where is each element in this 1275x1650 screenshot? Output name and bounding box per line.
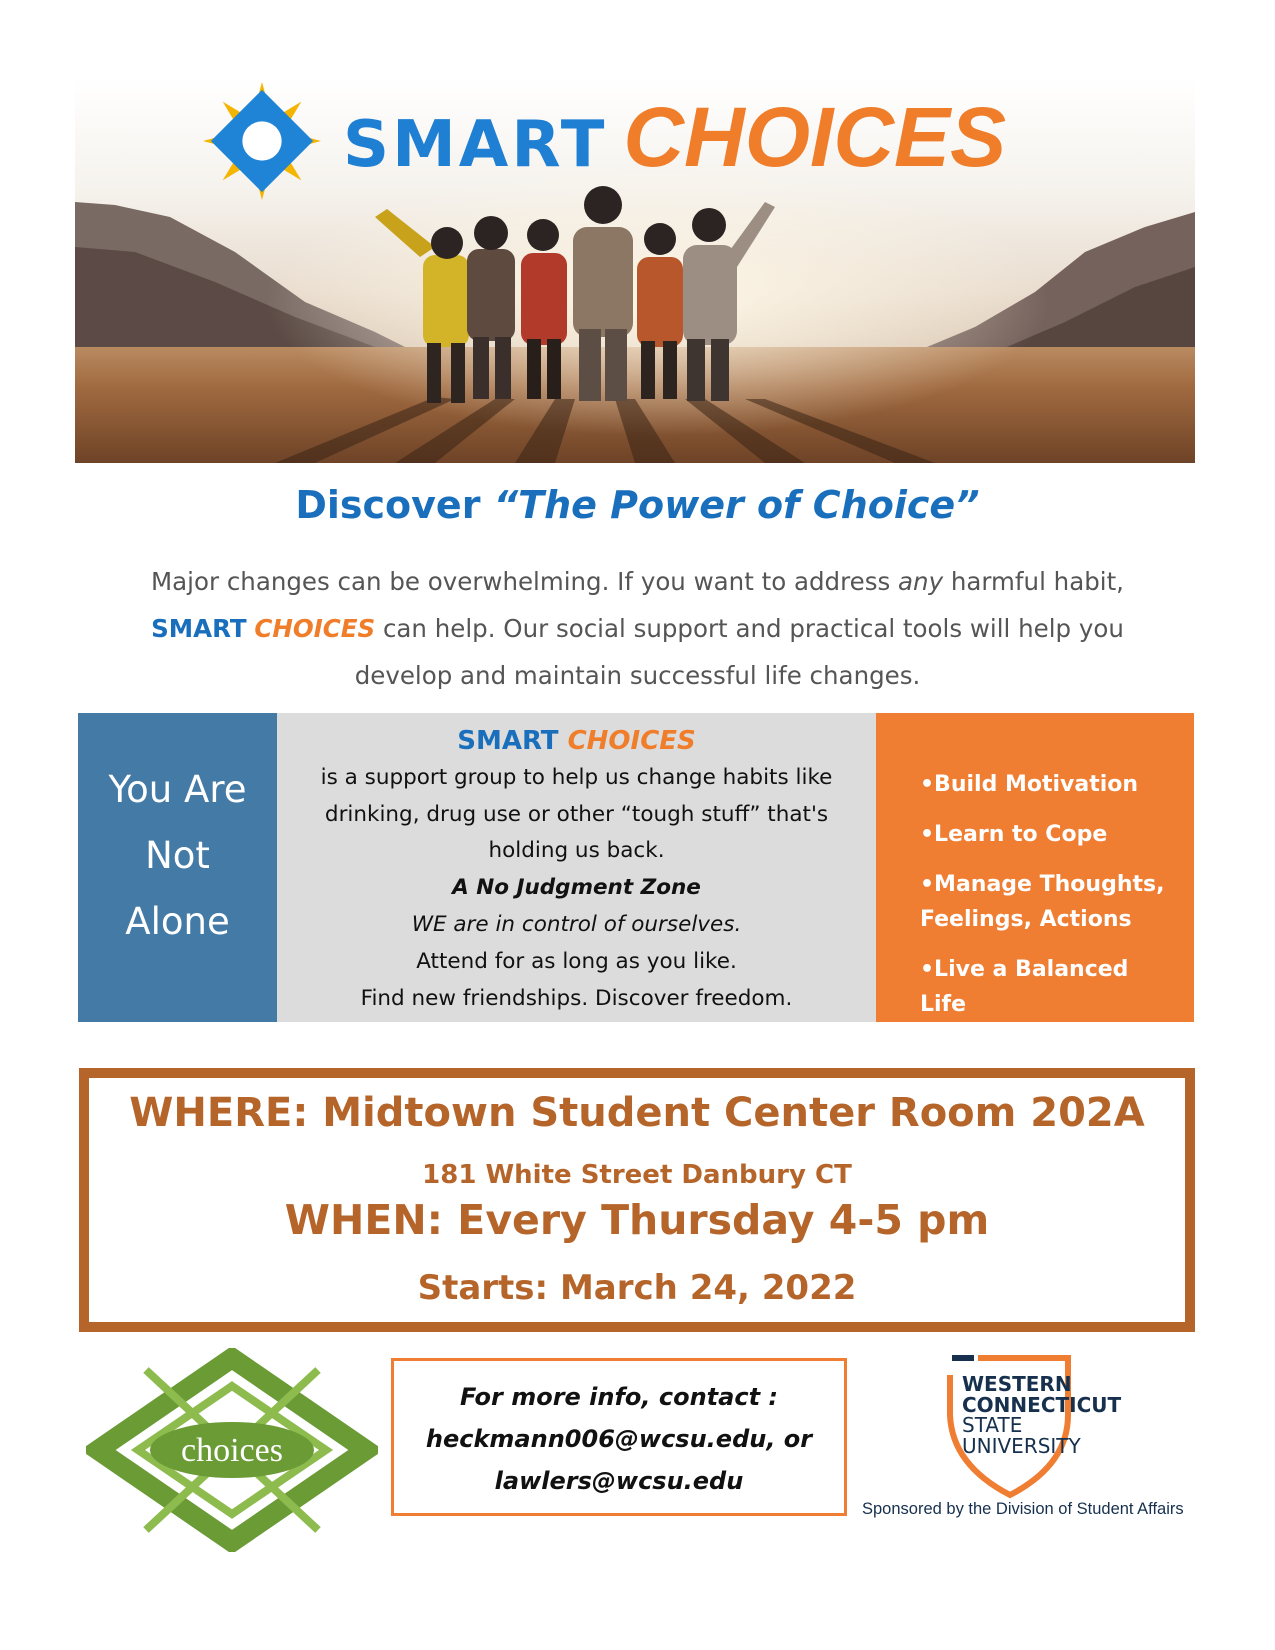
event-start-date: Starts: March 24, 2022 (417, 1268, 857, 1308)
benefit-item: •Build Motivation (920, 772, 1139, 797)
smart-choices-wordmark (343, 89, 1006, 186)
description-line: WE are in control of ourselves. (411, 911, 742, 937)
benefit-item: •Live a Balanced Life (920, 957, 1129, 1017)
benefit-item: •Manage Thoughts, Feelings, Actions (920, 872, 1165, 932)
description-line: Find new friendships. Discover freedom. (360, 985, 793, 1011)
no-judgment-zone: A No Judgment Zone (452, 875, 701, 901)
description-line: Attend for as long as you like. (416, 948, 737, 974)
headline-quote: “The Power of Choice” (493, 483, 980, 527)
intro-paragraph (110, 558, 1165, 699)
wcsu-line: STATE (962, 1413, 1023, 1437)
intro-line-1 (110, 558, 1165, 605)
brand-choices: CHOICES (623, 90, 1007, 184)
sponsor-line: Sponsored by the Division of Student Affairs (862, 1500, 1184, 1518)
benefits-panel (876, 713, 1194, 1022)
wcsu-wordmark (962, 1374, 1121, 1456)
brand-smart: SMART (343, 108, 608, 182)
hero-banner (75, 77, 1195, 463)
description-choices: CHOICES (567, 726, 696, 756)
description-line: is a support group to help us change habits like (320, 764, 833, 790)
contact-box (391, 1358, 847, 1516)
contact-email-2[interactable]: lawlers@wcsu.edu (494, 1467, 744, 1495)
description-panel (277, 713, 876, 1022)
description-line: holding us back. (488, 838, 665, 864)
choices-logo (86, 1348, 378, 1552)
event-where: WHERE: Midtown Student Center Room 202A (129, 1090, 1145, 1136)
intro-line-3: develop and maintain successful life changes. (354, 661, 921, 690)
contact-label: For more info, contact : (459, 1383, 778, 1411)
intro-text: Major changes can be overwhelming. If you want to address (151, 567, 899, 596)
event-when: WHEN: Every Thursday 4-5 pm (284, 1196, 990, 1244)
not-alone-line: Alone (125, 900, 230, 943)
intro-any: any (898, 567, 944, 596)
event-details-box (79, 1068, 1195, 1332)
info-band (78, 713, 1194, 1022)
intro-smart: SMART (151, 614, 247, 643)
choices-logo-text: choices (181, 1432, 283, 1469)
page-headline (0, 483, 1275, 527)
intro-text: can help. Our social support and practical tools will help you (375, 614, 1124, 643)
not-alone-panel (78, 713, 277, 1022)
intro-line-2 (110, 605, 1165, 652)
wcsu-line: CONNECTICUT (962, 1392, 1122, 1417)
wcsu-line: WESTERN (962, 1372, 1072, 1396)
event-address: 181 White Street Danbury CT (422, 1160, 852, 1190)
contact-email-1[interactable]: heckmann006@wcsu.edu, or (425, 1425, 813, 1453)
description-smart: SMART (457, 726, 559, 756)
intro-choices: CHOICES (254, 614, 376, 643)
description-line: drinking, drug use or other “tough stuff” that's (324, 801, 829, 827)
compass-logo-icon (203, 82, 321, 200)
headline-prefix: Discover (295, 483, 494, 527)
wcsu-line: UNIVERSITY (962, 1433, 1081, 1458)
description-title (277, 723, 876, 760)
not-alone-line: You Are (108, 768, 247, 811)
intro-text: harmful habit, (943, 567, 1124, 596)
not-alone-line: Not (145, 834, 210, 877)
benefit-item: •Learn to Cope (920, 822, 1108, 847)
